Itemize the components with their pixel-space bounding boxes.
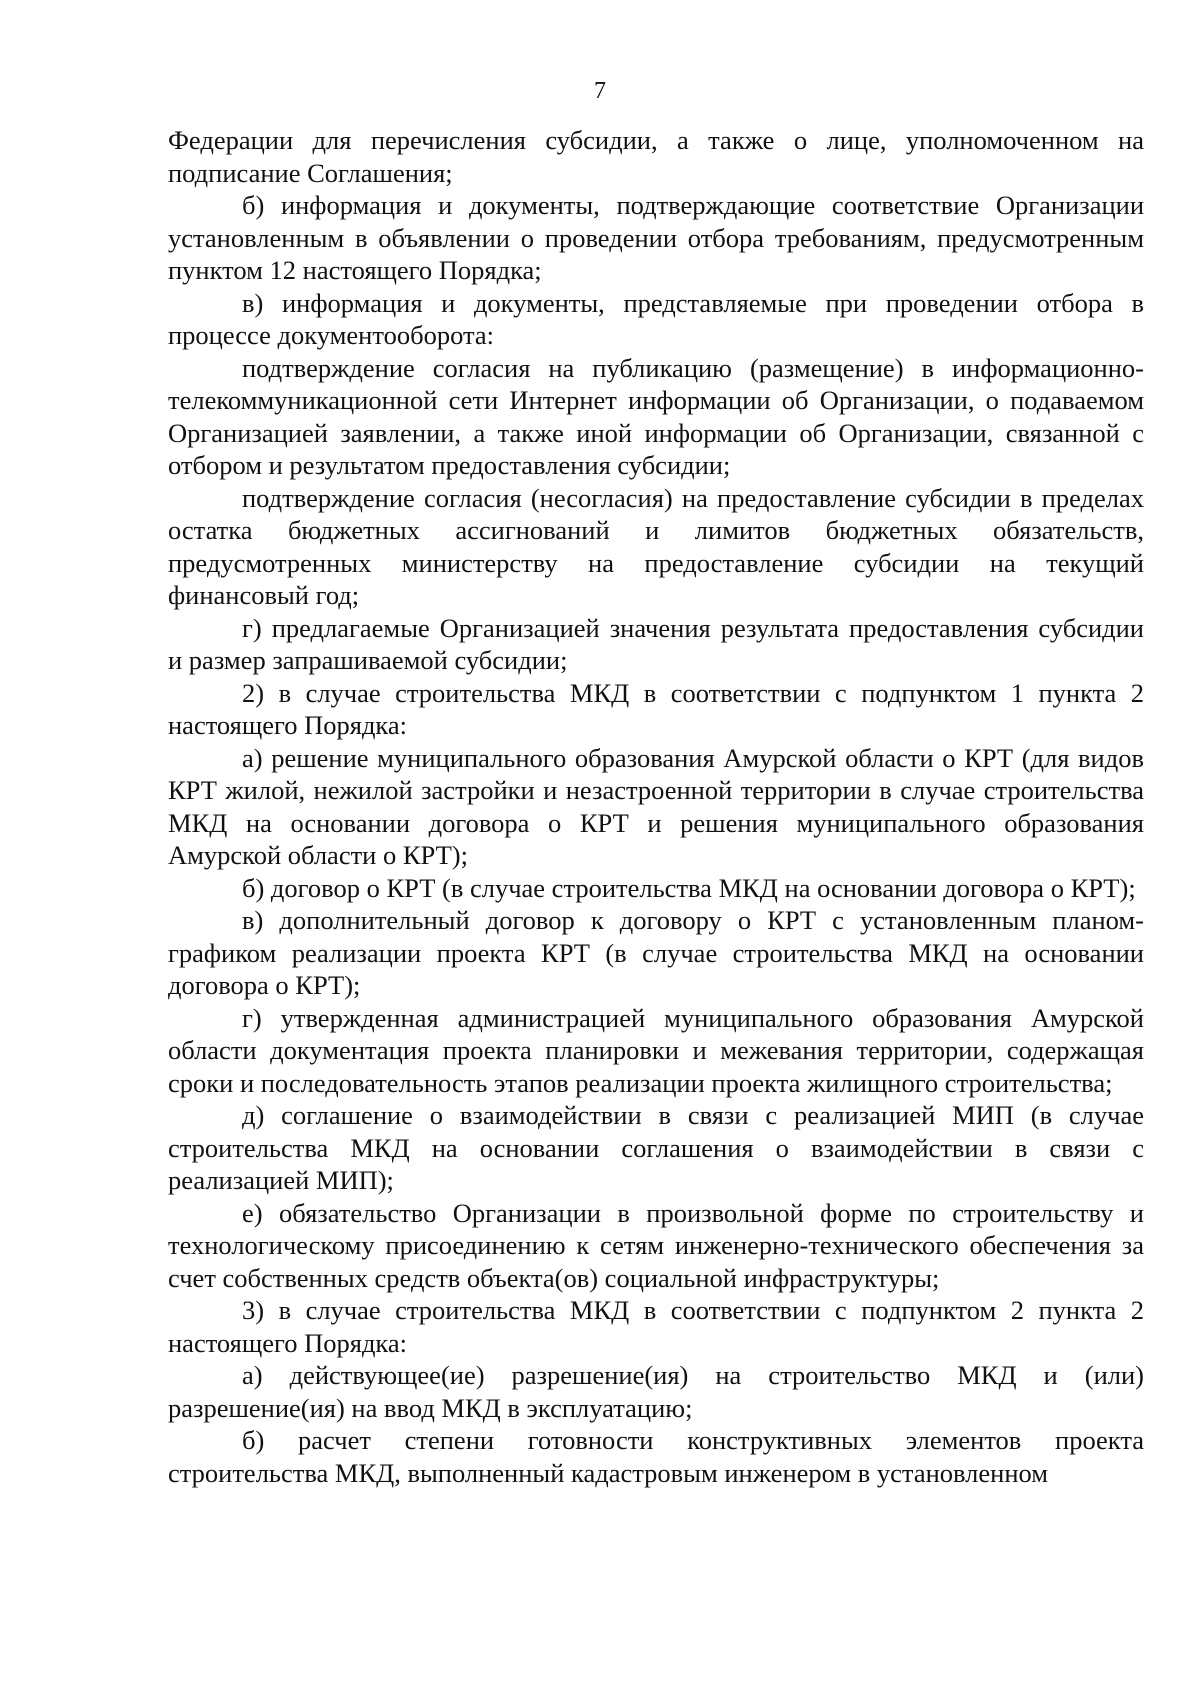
paragraph-4: подтверждение согласия на публикацию (размещение) в информационно-телекоммуникационной сети Интернет информации об Организации, о подаваемом Организацией заявлении, а также иной информации об Организации, связанной с отбором и результатом предоставления субсидии;	[168, 352, 1144, 480]
paragraph-16: б) расчет степени готовности конструктивных элементов проекта строительства МКД, выполненный кадастровым инженером в установленном	[168, 1425, 1144, 1488]
paragraph-2: б) информация и документы, подтверждающие соответствие Организации установленным в объявлении о проведении отбора требованиям, предусмотренным пунктом 12 настоящего Порядка;	[168, 190, 1144, 285]
paragraph-5: подтверждение согласия (несогласия) на предоставление субсидии в пределах остатка бюджетных ассигнований и лимитов бюджетных обязательств, предусмотренных министерству на предоставление субсидии на текущий финансовый год;	[168, 482, 1144, 610]
page-number: 7	[594, 78, 606, 104]
paragraph-10: в) дополнительный договор к договору о КРТ с установленным планом-графиком реализации проекта КРТ (в случае строительства МКД на основании договора о КРТ);	[168, 905, 1144, 1000]
paragraph-11: г) утвержденная администрацией муниципального образования Амурской области документация проекта планировки и межевания территории, содержащая сроки и последовательность этапов реализации проекта жилищного строительства;	[168, 1002, 1144, 1098]
paragraph-12: д) соглашение о взаимодействии в связи с реализацией МИП (в случае строительства МКД на основании соглашения о взаимодействии в связи с реализацией МИП);	[168, 1100, 1144, 1195]
document-body	[168, 124, 1144, 1489]
paragraph-14: 3) в случае строительства МКД в соответствии с подпунктом 2 пункта 2 настоящего Порядка:	[168, 1295, 1144, 1358]
paragraph-7: 2) в случае строительства МКД в соответствии с подпунктом 1 пункта 2 настоящего Порядка:	[168, 677, 1144, 740]
paragraph-13: е) обязательство Организации в произвольной форме по строительству и технологическому присоединению к сетям инженерно-технического обеспечения за счет собственных средств объекта(ов) социальной инфраструктуры;	[168, 1197, 1144, 1293]
paragraph-9: б) договор о КРТ (в случае строительства МКД на основании договора о КРТ);	[242, 872, 1136, 903]
paragraph-8: а) решение муниципального образования Амурской области о КРТ (для видов КРТ жилой, нежилой застройки и незастроенной территории в случае строительства МКД на основании договора о КРТ и решения муниципального образования Амурской области о КРТ);	[168, 742, 1144, 870]
paragraph-1: Федерации для перечисления субсидии, а также о лице, уполномоченном на подписание Соглашения;	[168, 125, 1144, 188]
paragraph-6: г) предлагаемые Организацией значения результата предоставления субсидии и размер запрашиваемой субсидии;	[168, 612, 1144, 675]
paragraph-3: в) информация и документы, представляемые при проведении отбора в процессе документооборота:	[168, 287, 1144, 350]
paragraph-15: а) действующее(ие) разрешение(ия) на строительство МКД и (или) разрешение(ия) на ввод МКД в эксплуатацию;	[168, 1360, 1144, 1423]
